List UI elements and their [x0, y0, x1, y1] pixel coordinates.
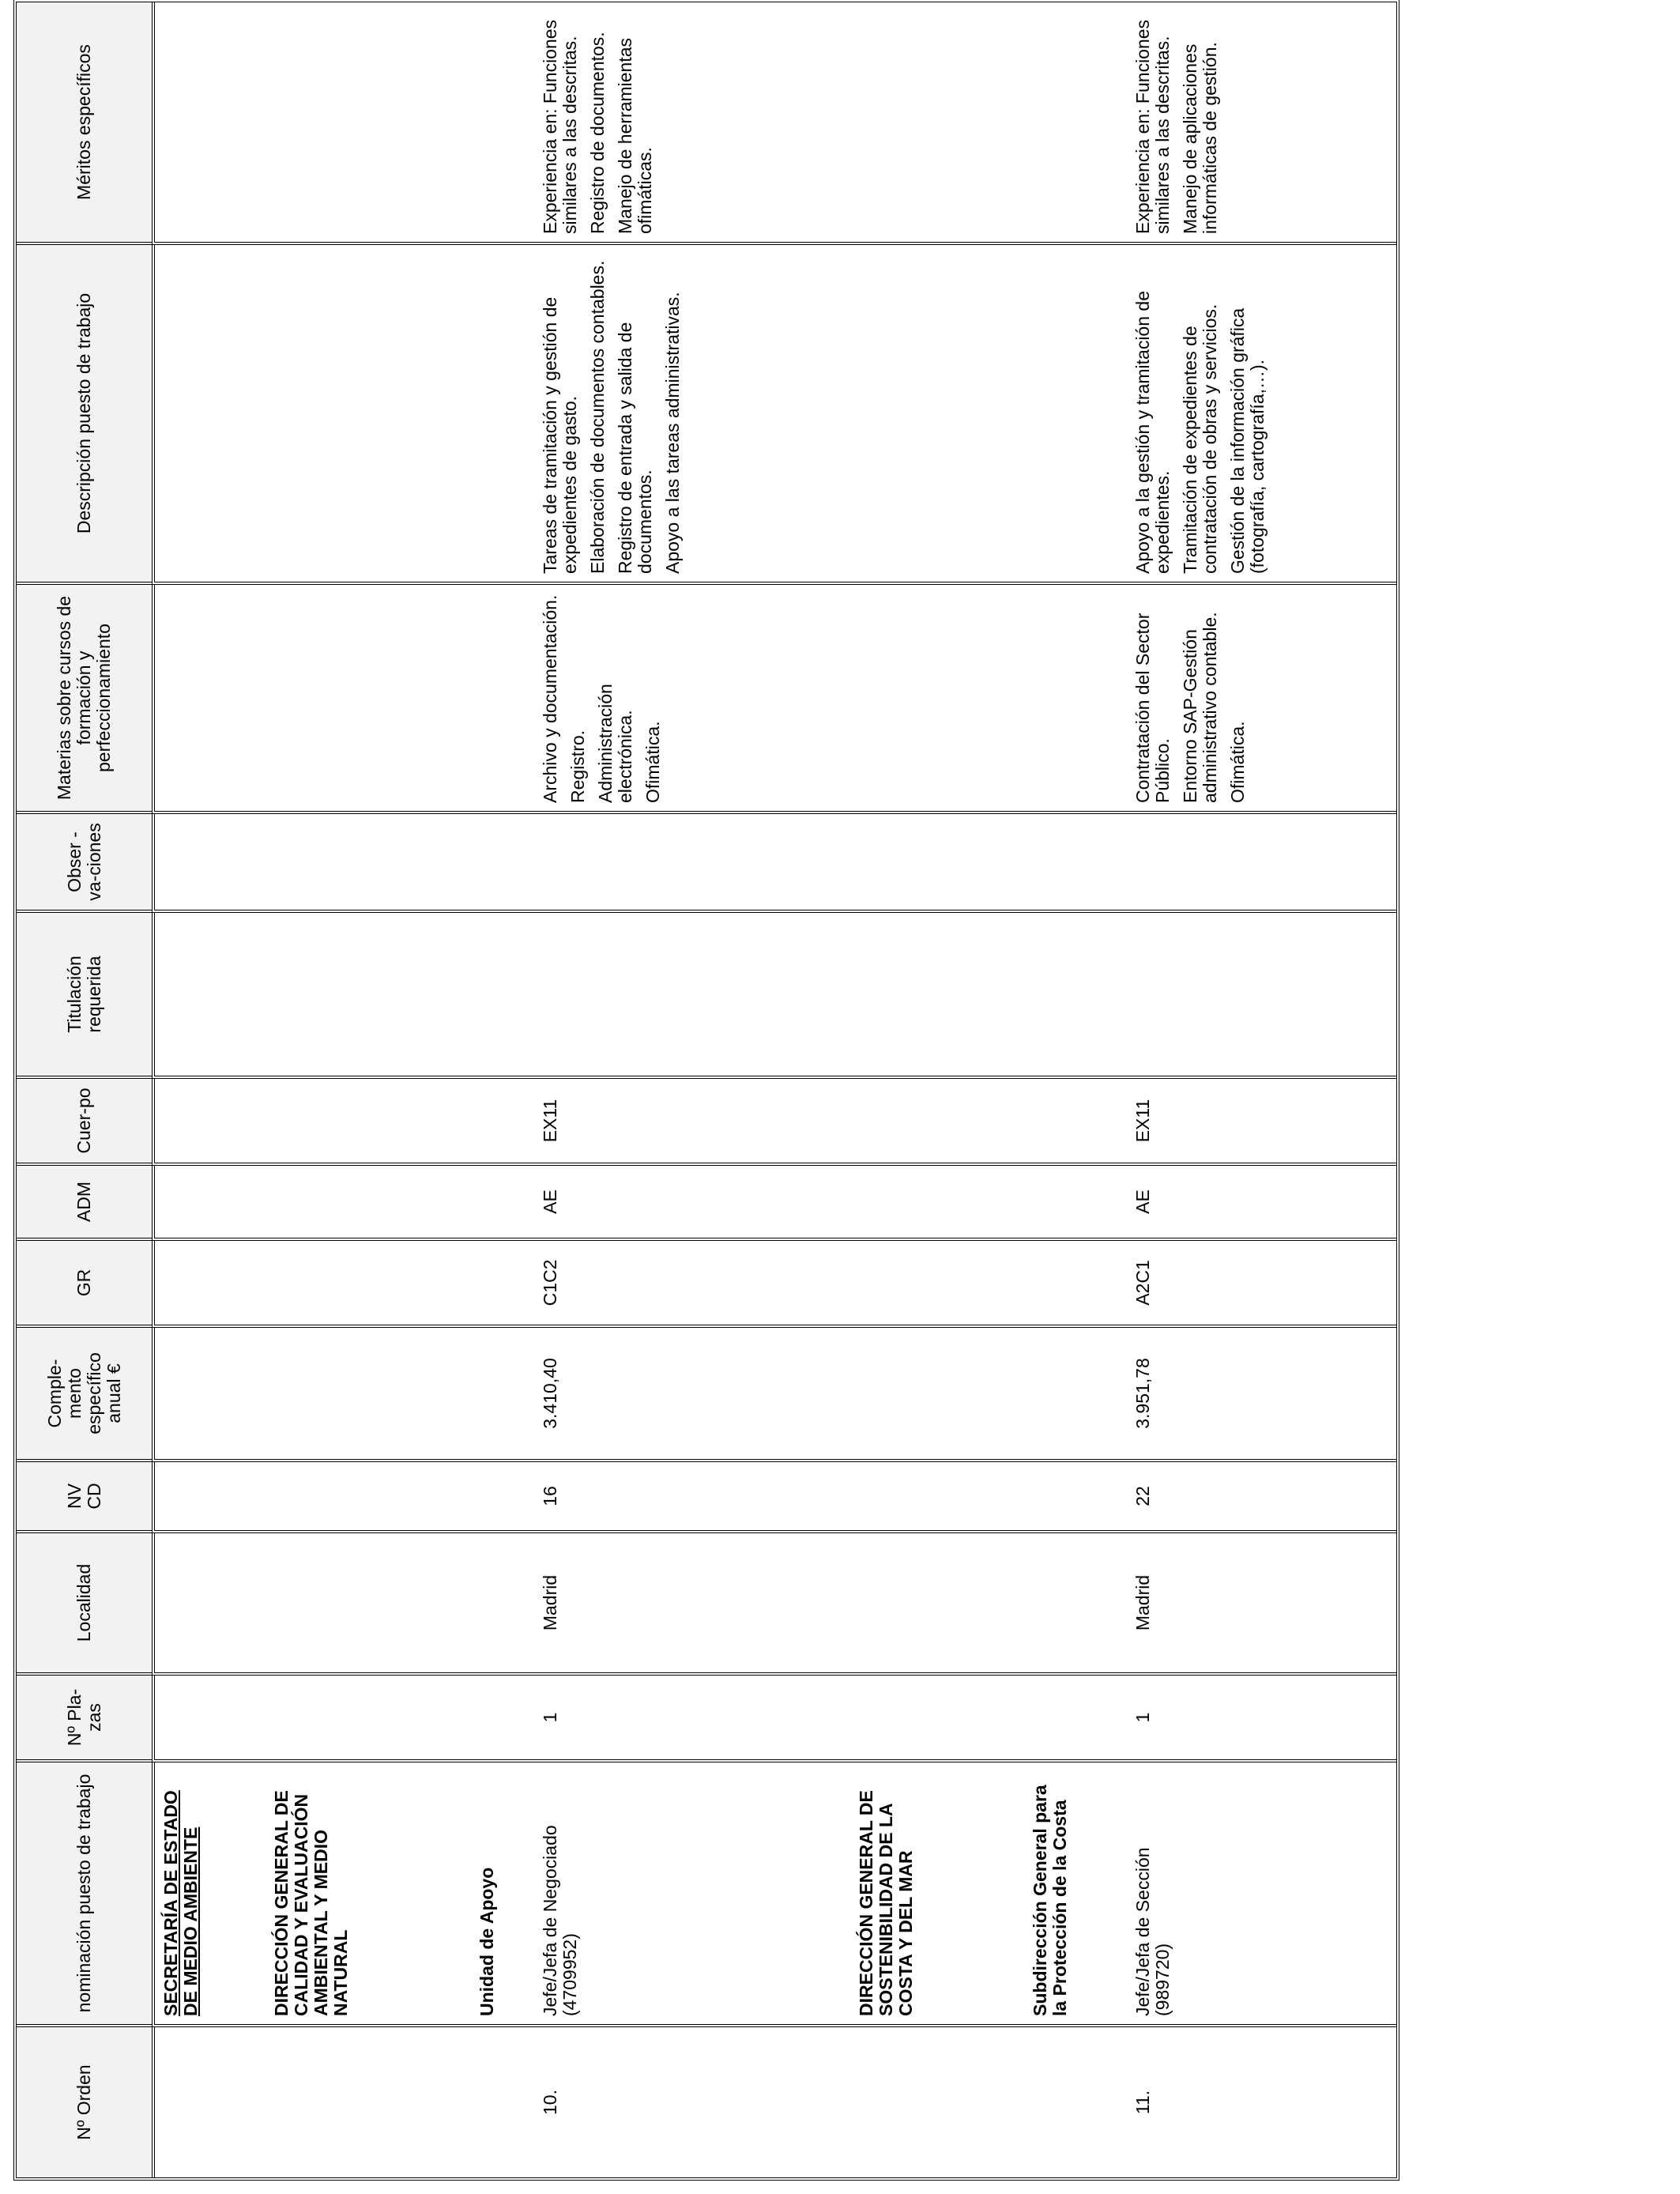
row-10-localidad: Madrid — [540, 1574, 560, 1631]
row-10-nivel: 16 — [540, 1486, 560, 1506]
row-11-localidad: Madrid — [1132, 1574, 1153, 1631]
row-11-nivel: 22 — [1132, 1486, 1153, 1506]
row-11-materias — [1133, 593, 1256, 803]
list-item: Administración electrónica. — [595, 684, 635, 803]
list-item: Tramitación de expedientes de contratación de obras y servicios. — [1180, 303, 1220, 574]
list-item: Archivo y documentación. — [540, 594, 560, 803]
header-meritos: Méritos específicos — [17, 2, 152, 245]
section-dg-calidad: DIRECCIÓN GENERAL DE CALIDAD Y EVALUACIÓN AMBIENTAL Y MEDIO NATURAL — [271, 1790, 351, 2016]
list-item: Entorno SAP-Gestión administrativo contable. — [1180, 612, 1220, 803]
section-sg-costa: Subdirección General para la Protección de la Costa — [1030, 1785, 1070, 2016]
header-descripcion: Descripción puesto de trabajo — [17, 245, 152, 585]
list-item: Gestión de la información gráfica (fotografía, cartografía,…). — [1227, 307, 1268, 574]
list-item: Contratación del Sector Público. — [1132, 613, 1173, 803]
header-complemento: Comple-mento específico anual € — [17, 1328, 152, 1462]
row-11-complemento: 3.951,78 — [1132, 1358, 1153, 1429]
row-10-cuerpo: EX11 — [540, 1099, 560, 1143]
body-row — [152, 2, 1396, 2177]
row-11-plazas: 1 — [1132, 1712, 1153, 1723]
header-grupo: GR — [17, 1241, 152, 1328]
list-item: Apoyo a la gestión y tramitación de expedientes. — [1132, 291, 1173, 574]
list-item: Apoyo a las tareas administrativas. — [662, 292, 683, 574]
header-nivel: NV CD — [17, 1462, 152, 1533]
list-item: Registro de entrada y salida de documentos. — [615, 322, 655, 574]
list-item: Ofimática. — [642, 721, 663, 803]
posts-table — [13, 0, 1399, 2181]
row-11-adm: AE — [1132, 1189, 1153, 1214]
section-unidad-apoyo: Unidad de Apoyo — [477, 1867, 497, 2016]
row-10-descripcion — [541, 253, 691, 574]
list-item: Elaboración de documentos contables. — [587, 260, 608, 574]
row-10-grupo: C1C2 — [540, 1259, 560, 1306]
section-secretaria: SECRETARÍA DE ESTADO DE MEDIO AMBIENTE — [160, 1790, 201, 2016]
row-11-grupo: A2C1 — [1132, 1260, 1153, 1306]
list-item: Registro. — [567, 729, 588, 803]
section-dg-costa: DIRECCIÓN GENERAL DE SOSTENIBILIDAD DE LA COSTA Y DEL MAR — [856, 1790, 916, 2016]
list-item: Experiencia en: Funciones similares a las descritas. — [1132, 19, 1173, 234]
header-titulacion: Titulación requerida — [17, 913, 152, 1079]
header-plazas: Nº Pla-zas — [17, 1676, 152, 1762]
header-cuerpo: Cuer-po — [17, 1079, 152, 1166]
header-adm: ADM — [17, 1166, 152, 1241]
header-denominacion: nominación puesto de trabajo — [17, 1762, 152, 2027]
list-item: Manejo de aplicaciones informáticas de gestión. — [1180, 42, 1220, 234]
row-10-complemento: 3.410,40 — [540, 1358, 560, 1429]
row-11-cuerpo: EX11 — [1132, 1099, 1153, 1143]
header-localidad: Localidad — [17, 1533, 152, 1676]
row-10-materias — [541, 593, 671, 803]
row-10-plazas: 1 — [540, 1712, 560, 1723]
header-row — [17, 2, 152, 2177]
row-10-adm: AE — [540, 1189, 560, 1214]
list-item: Tareas de tramitación y gestión de expedientes de gasto. — [540, 296, 580, 574]
list-item: Experiencia en: Funciones similares a las descritas. — [540, 19, 580, 234]
row-11-meritos — [1133, 10, 1228, 234]
list-item: Manejo de herramientas ofimáticas. — [615, 37, 655, 234]
list-item: Registro de documentos. — [587, 32, 608, 234]
list-item: Ofimática. — [1227, 721, 1248, 803]
row-10-puesto: Jefe/Jefa de Negociado (4709952) — [540, 1825, 580, 2016]
row-11-orden: 11. — [1132, 2090, 1153, 2115]
header-orden: Nº Orden — [17, 2027, 152, 2177]
row-10-meritos — [541, 10, 663, 234]
row-10-orden: 10. — [540, 2090, 560, 2115]
row-11-descripcion — [1133, 253, 1275, 574]
header-observaciones: Obser -va-ciones — [17, 814, 152, 913]
header-materias: Materias sobre cursos de formación y perfeccionamiento — [17, 585, 152, 814]
row-11-puesto: Jefe/Jefa de Sección (989720) — [1132, 1847, 1173, 2016]
